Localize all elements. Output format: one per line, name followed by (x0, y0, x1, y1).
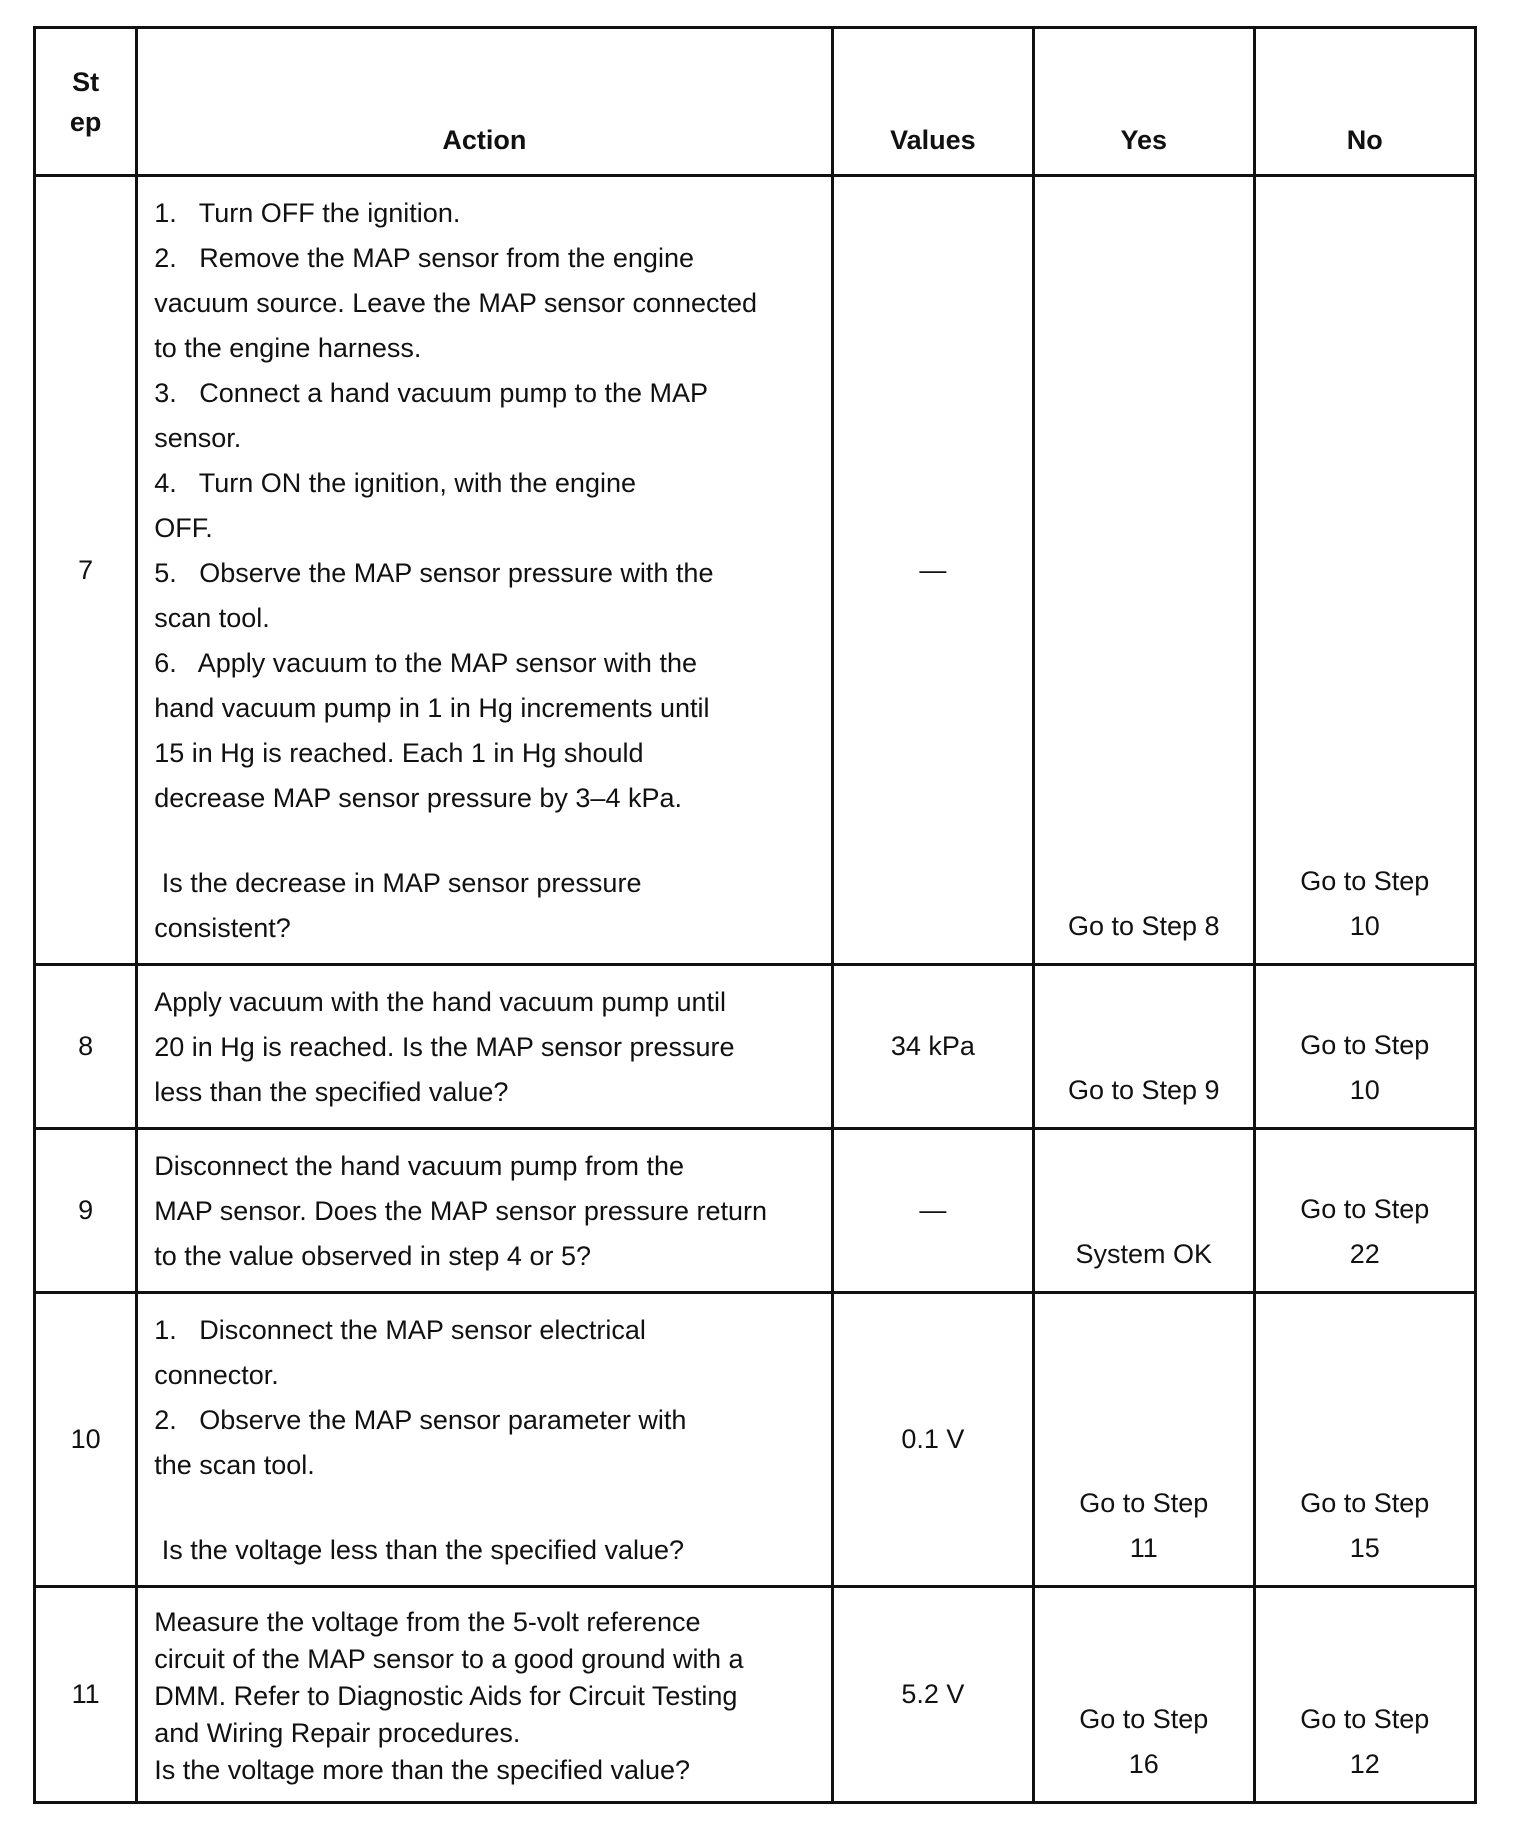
no-cell (1254, 1587, 1476, 1803)
yes-cell (1034, 1293, 1254, 1587)
no-cell (1254, 1129, 1476, 1293)
yes-cell: Go to Step 9 (1034, 965, 1254, 1129)
action-line: hand vacuum pump in 1 in Hg increments until (154, 693, 710, 723)
no-line: Go to Step (1300, 1488, 1430, 1518)
no-line: 10 (1349, 1075, 1380, 1105)
spacer (154, 1488, 814, 1528)
header-action: Action (137, 28, 832, 176)
action-line: 1. Turn OFF the ignition. (154, 198, 461, 228)
table-row (35, 965, 1476, 1129)
no-cell (1254, 965, 1476, 1129)
action-line: Is the voltage more than the specified value? (154, 1755, 691, 1785)
action-line: 5. Observe the MAP sensor pressure with the (154, 558, 714, 588)
no-cell (1254, 1293, 1476, 1587)
action-line: decrease MAP sensor pressure by 3–4 kPa. (154, 783, 682, 813)
action-line: Measure the voltage from the 5-volt reference (154, 1607, 701, 1637)
action-line: OFF. (154, 513, 213, 543)
step-number: 11 (35, 1587, 137, 1803)
value-cell: 34 kPa (832, 965, 1033, 1129)
action-line: to the engine harness. (154, 333, 422, 363)
table-row (35, 1129, 1476, 1293)
action-line: 2. Observe the MAP sensor parameter with (154, 1405, 687, 1435)
action-cell (137, 1129, 832, 1293)
no-line: Go to Step (1300, 1704, 1430, 1734)
value-cell: 5.2 V (832, 1587, 1033, 1803)
step-number: 7 (35, 176, 137, 965)
yes-line: 16 (1128, 1749, 1159, 1779)
action-line: 6. Apply vacuum to the MAP sensor with the (154, 648, 697, 678)
spacer (154, 821, 814, 861)
no-line: Go to Step (1300, 866, 1430, 896)
question-line: consistent? (154, 913, 291, 943)
diagnostic-table (33, 26, 1477, 1804)
action-line: the scan tool. (154, 1450, 315, 1480)
action-line: connector. (154, 1360, 279, 1390)
yes-line: Go to Step (1079, 1488, 1209, 1518)
action-line: DMM. Refer to Diagnostic Aids for Circuit Testing (154, 1681, 738, 1711)
header-values: Values (832, 28, 1033, 176)
yes-cell: Go to Step 8 (1034, 176, 1254, 965)
header-row (35, 28, 1476, 176)
action-line: 3. Connect a hand vacuum pump to the MAP (154, 378, 709, 408)
question-line: Is the decrease in MAP sensor pressure (154, 868, 642, 898)
no-line: 10 (1349, 911, 1380, 941)
header-no: No (1254, 28, 1476, 176)
value-cell: — (832, 1129, 1033, 1293)
action-line: MAP sensor. Does the MAP sensor pressure return (154, 1196, 767, 1226)
yes-line: 11 (1129, 1533, 1158, 1563)
action-line: Disconnect the hand vacuum pump from the (154, 1151, 684, 1181)
yes-line: Go to Step (1079, 1704, 1209, 1734)
header-step-line: St (72, 66, 100, 97)
action-cell (137, 1587, 832, 1803)
action-line: 1. Disconnect the MAP sensor electrical (154, 1315, 646, 1345)
table-row (35, 1293, 1476, 1587)
no-line: Go to Step (1300, 1194, 1430, 1224)
action-cell (137, 965, 832, 1129)
yes-cell: System OK (1034, 1129, 1254, 1293)
no-line: 15 (1349, 1533, 1380, 1563)
yes-cell (1034, 1587, 1254, 1803)
action-cell (137, 176, 832, 965)
action-line: Apply vacuum with the hand vacuum pump until (154, 987, 727, 1017)
action-line: 20 in Hg is reached. Is the MAP sensor pressure (154, 1032, 735, 1062)
no-cell (1254, 176, 1476, 965)
action-line: to the value observed in step 4 or 5? (154, 1241, 591, 1271)
action-line: 15 in Hg is reached. Each 1 in Hg should (154, 738, 644, 768)
question-line: Is the voltage less than the specified value? (154, 1535, 685, 1565)
header-step-line: ep (69, 106, 102, 137)
no-line: Go to Step (1300, 1030, 1430, 1060)
value-cell: 0.1 V (832, 1293, 1033, 1587)
table-row (35, 176, 1476, 965)
action-line: scan tool. (154, 603, 270, 633)
action-line: sensor. (154, 423, 242, 453)
action-line: 4. Turn ON the ignition, with the engine (154, 468, 636, 498)
table-row (35, 1587, 1476, 1803)
step-number: 8 (35, 965, 137, 1129)
header-yes: Yes (1034, 28, 1254, 176)
action-line: and Wiring Repair procedures. (154, 1718, 521, 1748)
step-number: 10 (35, 1293, 137, 1587)
action-line: vacuum source. Leave the MAP sensor connected (154, 288, 758, 318)
header-step (35, 28, 137, 176)
action-line: less than the specified value? (154, 1077, 509, 1107)
action-cell (137, 1293, 832, 1587)
step-number: 9 (35, 1129, 137, 1293)
no-line: 22 (1349, 1239, 1380, 1269)
no-line: 12 (1349, 1749, 1380, 1779)
action-line: circuit of the MAP sensor to a good ground with a (154, 1644, 744, 1674)
value-cell: — (832, 176, 1033, 965)
action-line: 2. Remove the MAP sensor from the engine (154, 243, 694, 273)
